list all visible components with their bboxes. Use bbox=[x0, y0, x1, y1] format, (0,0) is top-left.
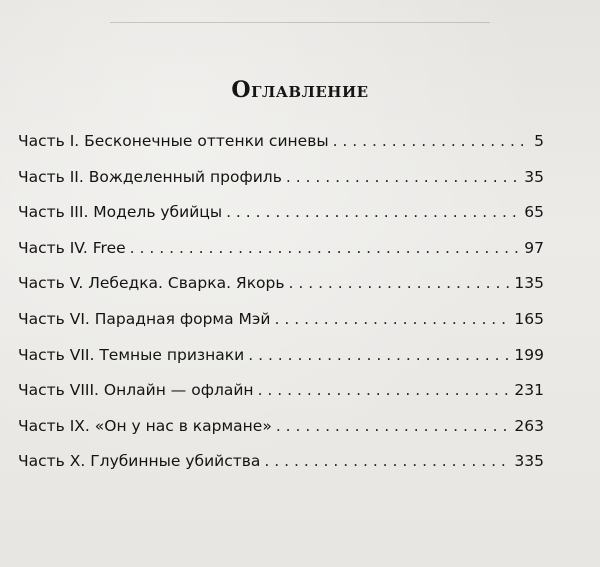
leader-dots bbox=[286, 168, 520, 186]
toc-entry bbox=[18, 346, 544, 382]
leader-dots bbox=[258, 381, 511, 399]
toc-entry-page: 65 bbox=[524, 203, 544, 222]
leader-dots bbox=[248, 346, 510, 364]
leader-dots bbox=[276, 417, 511, 435]
leader-dots bbox=[264, 452, 510, 470]
toc-entry-page: 199 bbox=[514, 345, 544, 364]
leader-dots bbox=[130, 239, 521, 257]
toc-entry-page: 97 bbox=[524, 238, 544, 257]
toc-entry-page: 165 bbox=[514, 309, 544, 328]
toc-entry-label: Часть VII. Темные признаки bbox=[18, 345, 245, 364]
toc-entry bbox=[18, 239, 544, 275]
toc-entry bbox=[18, 310, 544, 346]
toc-entry-label: Часть II. Вожделенный профиль bbox=[18, 167, 282, 186]
toc-entry-page: 135 bbox=[514, 274, 544, 293]
toc-entry-label: Часть VI. Парадная форма Мэй bbox=[18, 309, 271, 328]
leader-dots bbox=[275, 310, 511, 328]
toc-entry-label: Часть X. Глубинные убийства bbox=[18, 452, 261, 471]
toc-entry-label: Часть IX. «Он у нас в кармане» bbox=[18, 416, 272, 435]
toc-entry bbox=[18, 203, 544, 239]
toc-entry bbox=[18, 452, 544, 488]
toc-entry-label: Часть I. Бесконечные оттенки синевы bbox=[18, 132, 329, 150]
toc-entry-label: Часть V. Лебедка. Сварка. Якорь bbox=[18, 274, 285, 293]
page-title: Оглавление bbox=[231, 76, 369, 103]
toc-entry-label: Часть IV. Free bbox=[18, 238, 126, 257]
toc-entry bbox=[18, 132, 544, 168]
leader-dots bbox=[289, 274, 511, 292]
toc-entry-page: 335 bbox=[514, 452, 544, 471]
table-of-contents bbox=[18, 132, 544, 488]
toc-entry-page: 35 bbox=[524, 167, 544, 186]
bleed-through-rule bbox=[110, 22, 490, 23]
toc-entry-page: 231 bbox=[514, 381, 544, 400]
toc-entry-label: Часть VIII. Онлайн — офлайн bbox=[18, 381, 254, 400]
toc-entry bbox=[18, 381, 544, 417]
leader-dots bbox=[333, 132, 531, 150]
toc-entry bbox=[18, 417, 544, 453]
toc-entry-page: 5 bbox=[534, 132, 544, 150]
toc-entry bbox=[18, 274, 544, 310]
toc-entry bbox=[18, 168, 544, 204]
toc-entry-label: Часть III. Модель убийцы bbox=[18, 203, 223, 222]
toc-entry-page: 263 bbox=[514, 416, 544, 435]
leader-dots bbox=[226, 203, 520, 221]
